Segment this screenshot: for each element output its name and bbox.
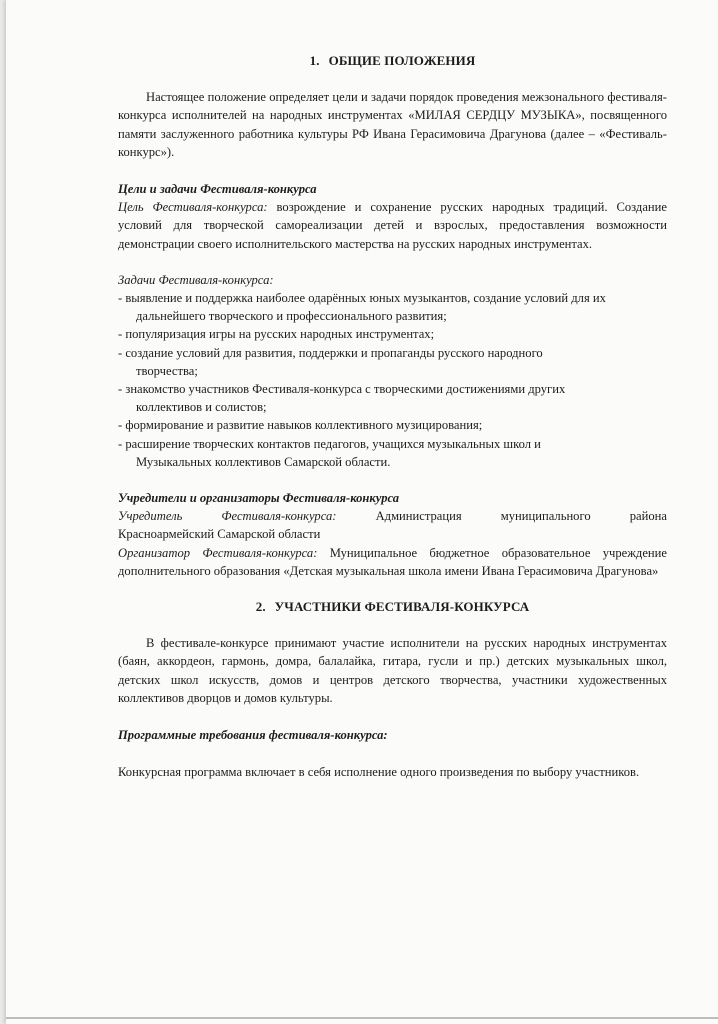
organizer-text: Муниципальное бюджетное образовательное учреждение дополнительного образования «Детская музыкальная школа имени Ивана Герасимовича Драгунова» [118, 545, 668, 578]
founder-word-2: муниципального [500, 509, 591, 524]
founder-line [118, 507, 667, 525]
list-item: - популяризация игры на русских народных инструментах; [118, 327, 435, 342]
section1-heading [118, 52, 667, 70]
goal-text: возрождение и сохранение русских народных традиций. Создание условий для творческой самореализации детей и взрослых, предоставления возможности демонстрации своего исполнительского мастерства на русских народных инструментах. [118, 200, 667, 251]
tasks-heading: Задачи Фестиваля-конкурса: [118, 272, 274, 287]
list-item: - выявление и поддержка наиболее одарённых юных музыкантов, создание условий для их дальнейшего творческого и профессионального развития; [118, 291, 606, 324]
section1-number: 1. [309, 53, 320, 68]
section2-number: 2. [255, 599, 266, 615]
founder-line-2: Красноармейский Самарской области [118, 527, 321, 542]
founder-word-3: района [629, 509, 667, 524]
tasks-list [118, 289, 667, 471]
program-text: Конкурсная программа включает в себя исполнение одного произведения по выбору участников. [118, 765, 640, 780]
section1-intro: Настоящее положение определяет цели и задачи порядок проведения межзонального фестиваля-конкурса исполнителей на народных инструментах «МИЛАЯ СЕРДЦУ МУЗЫКА», посвященного памяти заслуженного работника культуры РФ Ивана Герасимовича Драгунова (далее – «Фестиваль-конкурс»). [118, 90, 667, 159]
organizer-label: Организатор Фестиваля-конкурса: [118, 545, 318, 560]
founders-heading: Учредители и организаторы Фестиваля-конкурса [118, 491, 400, 506]
goal-paragraph [118, 198, 667, 253]
list-item: - создание условий для развития, поддержки и пропаганды русского народного творчества; [118, 345, 543, 378]
organizer-paragraph [118, 544, 667, 580]
section2-intro: В фестивале-конкурсе принимают участие исполнители на русских народных инструментах (баян, аккордеон, гармонь, домра, балалайка, гитара, гусли и пр.) детских музыкальных школ, детских школ искусств, домов и центров детского творчества, участники художественных коллективов дворцов и домов культуры. [118, 636, 667, 705]
section2-heading [118, 598, 667, 616]
program-heading: Программные требования фестиваля-конкурса: [118, 728, 388, 743]
founder-label-1: Учредитель [118, 509, 183, 524]
list-item: - расширение творческих контактов педагогов, учащихся музыкальных школ и Музыкальных коллективов Самарской области. [118, 436, 541, 469]
founder-label-2: Фестиваля-конкурса: [221, 509, 337, 524]
goals-heading: Цели и задачи Фестиваля-конкурса [118, 182, 317, 197]
scan-edge-line [6, 1017, 718, 1019]
list-item: - формирование и развитие навыков коллективного музицирования; [118, 418, 483, 433]
section1-title: ОБЩИЕ ПОЛОЖЕНИЯ [328, 53, 476, 68]
list-item: - знакомство участников Фестиваля-конкурса с творческими достижениями других коллективов и солистов; [118, 382, 566, 415]
document-body [118, 52, 667, 782]
founder-word-1: Администрация [375, 509, 462, 524]
section2-title: УЧАСТНИКИ ФЕСТИВАЛЯ-КОНКУРСА [274, 599, 530, 615]
goal-label: Цель Фестиваля-конкурса: [118, 200, 268, 215]
